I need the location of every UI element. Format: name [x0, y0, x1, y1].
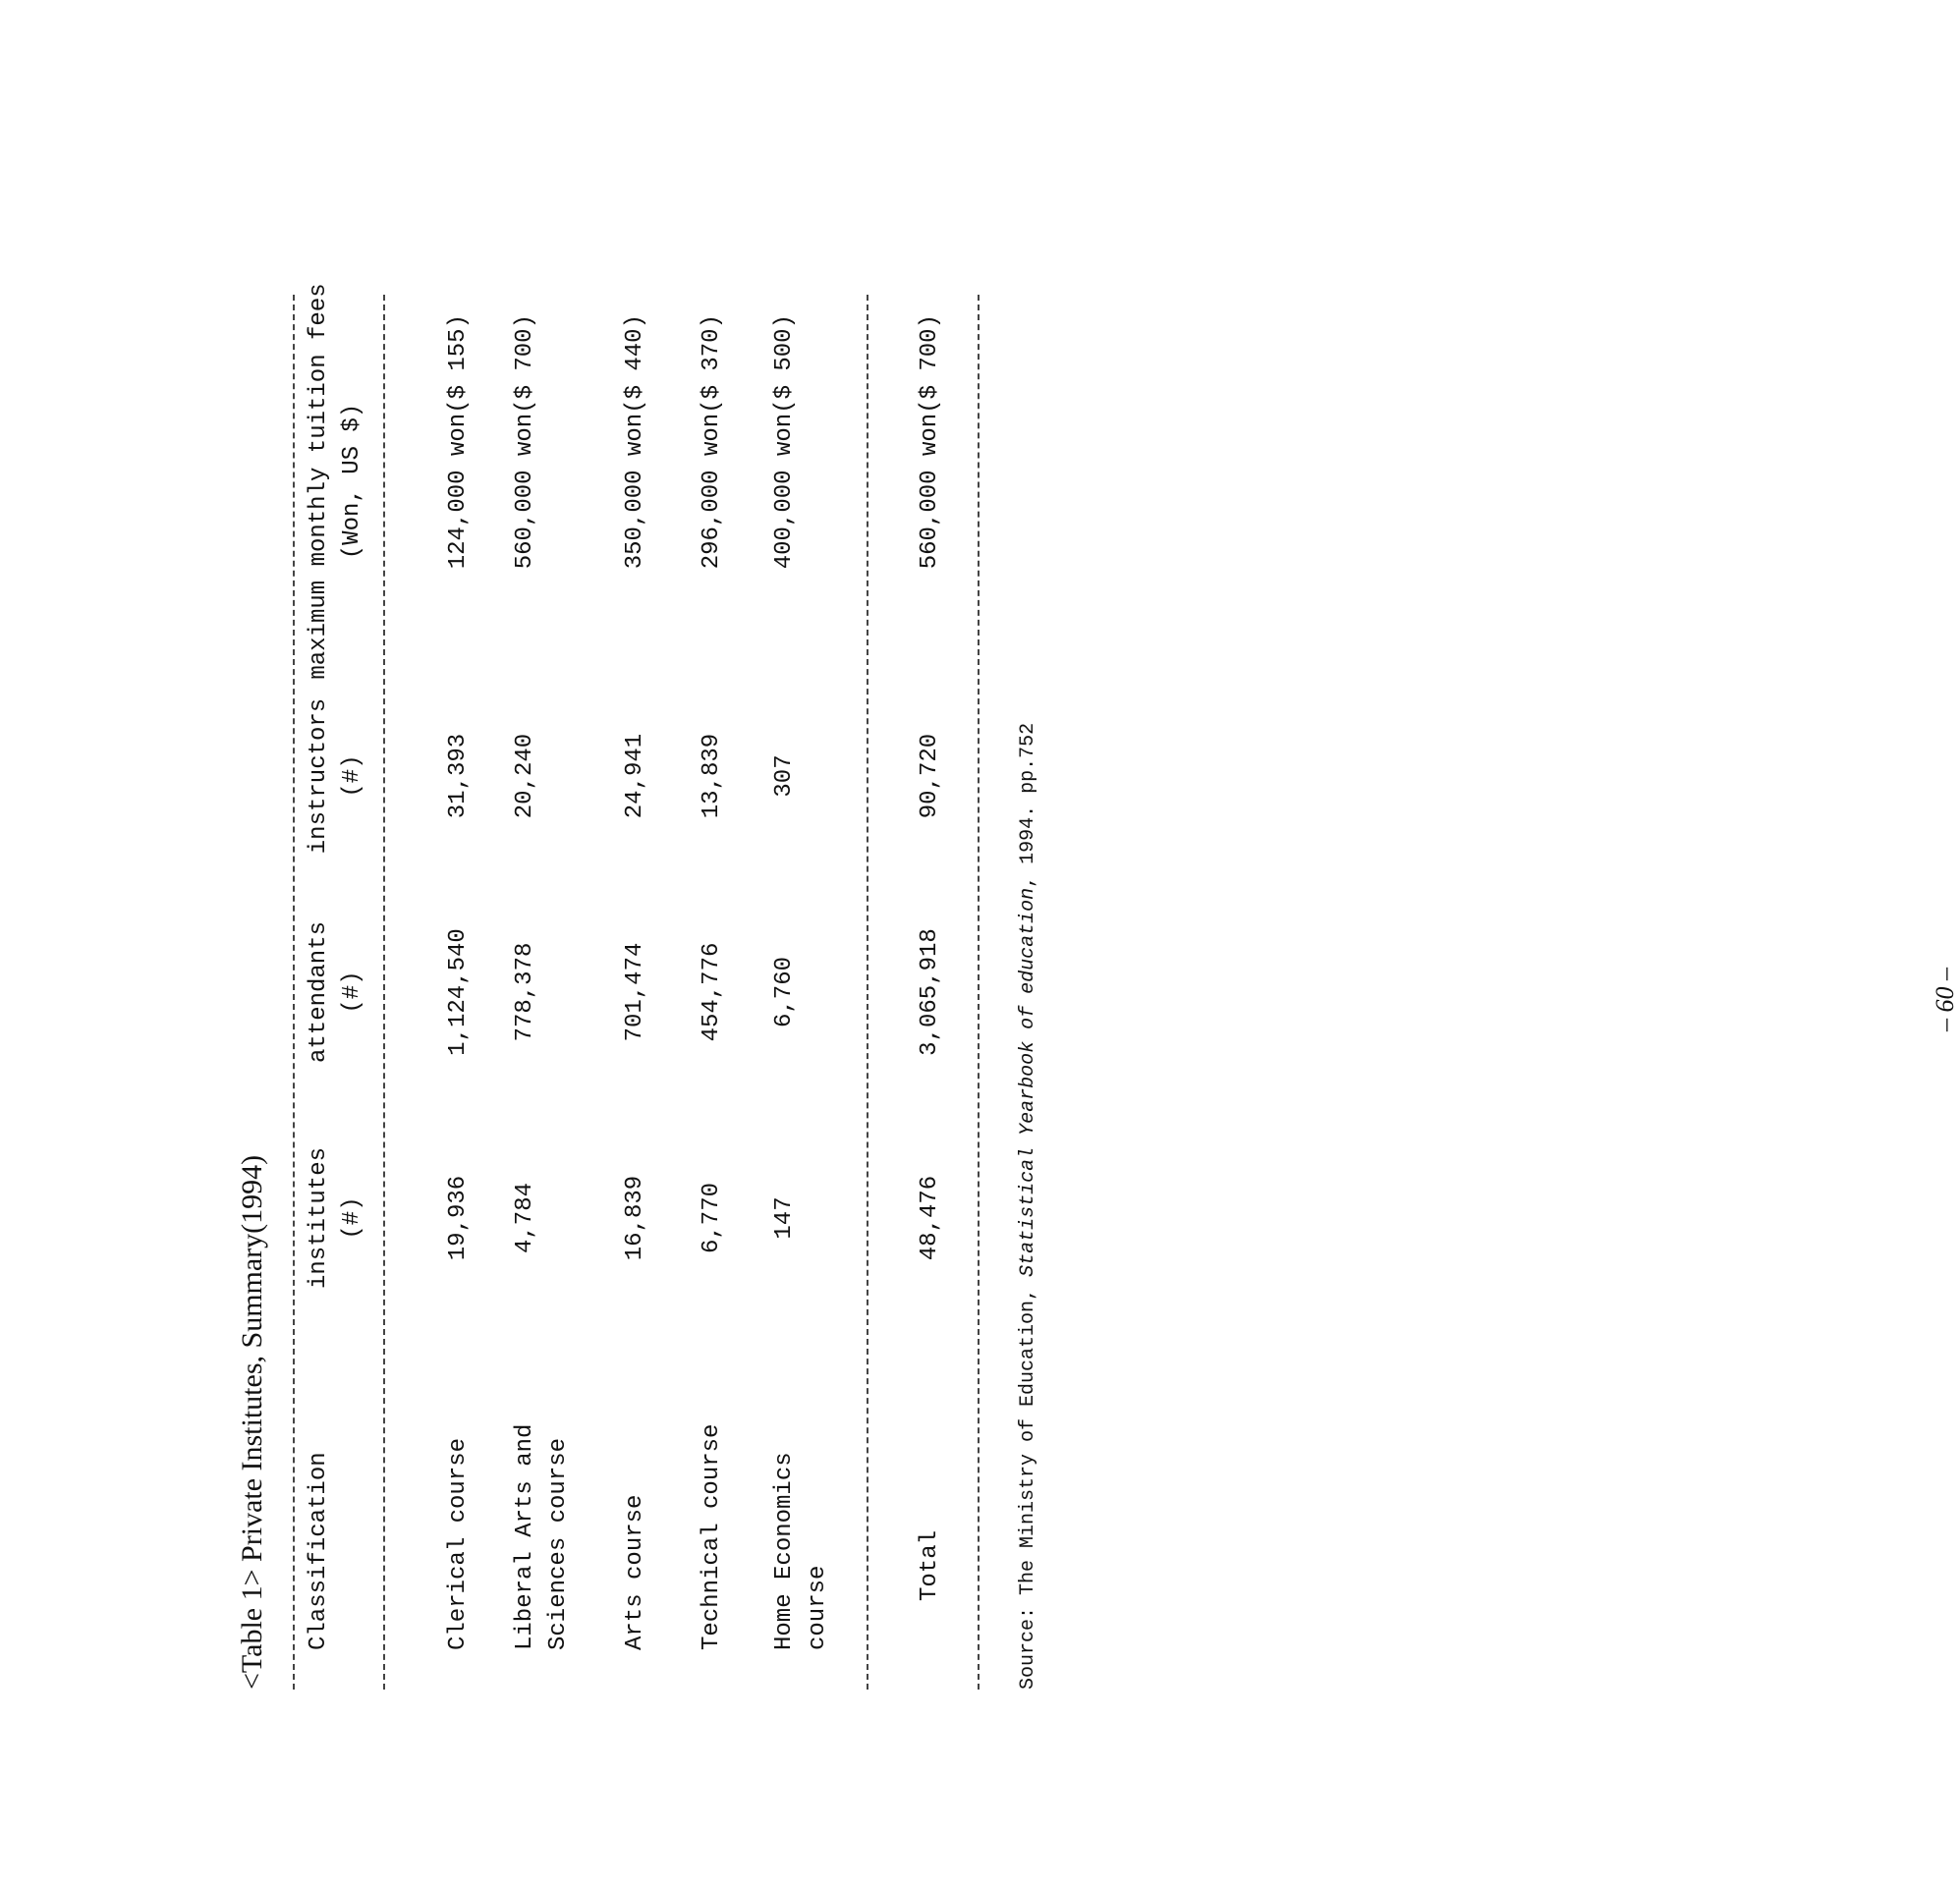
row-liberal-arts-instructors: 20,240 [512, 733, 538, 819]
row-liberal-arts-attendants: 778,378 [512, 942, 538, 1042]
total-fees: 560,000 won($ 700) [917, 314, 943, 570]
rotated-table-page [196, 275, 1959, 1690]
top-rule [293, 295, 295, 1690]
row-arts-instructors: 24,941 [622, 733, 648, 819]
row-liberal-arts-fees: 560,000 won($ 700) [512, 314, 538, 570]
header-rule [383, 295, 385, 1690]
row-clerical-attendants: 1,124,540 [445, 928, 472, 1056]
header-instructors: instructors (#) [306, 697, 365, 855]
row-home-economics-institutes: 147 [771, 1196, 798, 1240]
row-liberal-arts-classification: Liberal Arts and Sciences course [512, 1423, 572, 1650]
header-classification: Classification [306, 1452, 332, 1650]
total-attendants: 3,065,918 [917, 928, 943, 1056]
row-home-economics-attendants: 6,760 [771, 957, 798, 1028]
row-arts-attendants: 701,474 [622, 942, 648, 1042]
total-instructors: 90,720 [917, 733, 943, 819]
row-home-economics-instructors: 307 [771, 754, 798, 798]
page-number: – 60 – [1931, 968, 1959, 1031]
row-clerical-classification: Clerical course [445, 1437, 472, 1650]
row-liberal-arts-institutes: 4,784 [512, 1183, 538, 1254]
row-technical-institutes: 6,770 [699, 1183, 725, 1254]
header-attendants: attendants (#) [306, 920, 365, 1064]
row-clerical-instructors: 31,393 [445, 733, 472, 819]
total-institutes: 48,476 [917, 1175, 943, 1261]
header-tuition-fees: maximum monthly tuition fees (Won, US $) [306, 283, 365, 680]
row-arts-classification: Arts course [622, 1494, 648, 1650]
row-home-economics-classification: Home Economics course [771, 1452, 831, 1650]
row-technical-classification: Technical course [699, 1423, 725, 1650]
row-arts-fees: 350,000 won($ 440) [622, 314, 648, 570]
row-clerical-fees: 124,000 won($ 155) [445, 314, 472, 570]
row-technical-fees: 296,000 won($ 370) [699, 314, 725, 570]
total-rule [867, 295, 868, 1690]
total-label: Total [917, 1529, 943, 1601]
header-institutes: institutes (#) [306, 1146, 365, 1290]
row-technical-attendants: 454,776 [699, 942, 725, 1042]
bottom-rule [978, 295, 980, 1690]
row-home-economics-fees: 400,000 won($ 500) [771, 314, 798, 570]
row-clerical-institutes: 19,936 [445, 1175, 472, 1261]
row-technical-instructors: 13,839 [699, 733, 725, 819]
source-note: Source: The Ministry of Education, Statistical Yearbook of education, 1994. pp.752 [1017, 722, 1039, 1690]
row-arts-institutes: 16,839 [622, 1175, 648, 1261]
table-caption: <Table 1> Private Institutes, Summary(1994) [236, 1154, 268, 1690]
